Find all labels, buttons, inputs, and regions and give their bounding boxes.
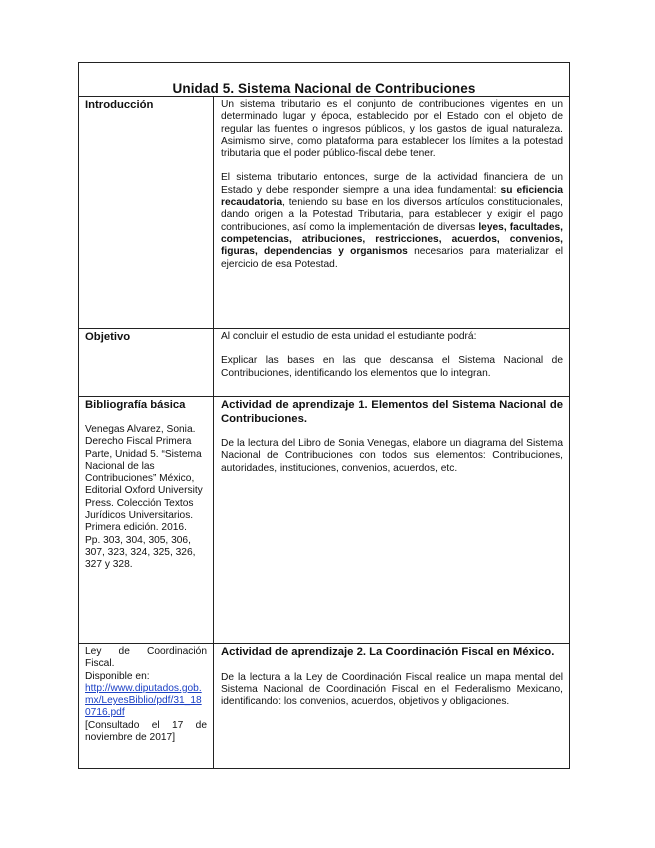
activity-2-text: De la lectura a la Ley de Coordinación Fiscal realice un mapa mental del Sistema Nacional de Coordinación Fiscal en el Federalismo Mexicano, identificando: los convenios, acuerdos, objetivos y obligaciones. [221,671,563,708]
activity-2-title: Actividad de aprendizaje 2. La Coordinación Fiscal en México. [221,646,555,658]
consulted-date: [Consultado el 17 de noviembre de 2017] [85,719,207,744]
bibliography-label: Bibliografía básica [85,399,186,411]
bibliography-row [79,397,569,644]
objective-label: Objetivo [85,331,131,343]
intro-paragraph-2: El sistema tributario entonces, surge de la actividad financiera de un Estado y debe responder siempre a una idea fundamental: su eficiencia recaudatoria, teniendo su base en los diversos artículos constitucionales, dando origen a la Potestad Tributaria, para establecer y exigir el pago contribuciones, así como la implementación de diversas leyes, facultades, competencias, atribuciones, restricciones, acuerdos, convenios, figuras, dependencias y organismos necesarios para materializar el ejercicio de esa Potestad. [221,172,563,270]
objective-text-2: Explicar las bases en las que descansa el Sistema Nacional de Contribuciones, identificando los elementos que lo integran. [221,355,563,379]
available-at: Disponible en: [85,670,150,682]
law-reference: Ley de Coordinación Fiscal. [85,646,207,670]
bibliography-reference-1: Venegas Alvarez, Sonia. Derecho Fiscal Primera Parte, Unidad 5. “Sistema Nacional de las Contribuciones” México, Editorial Oxford University Press. Colección Textos Jurídicos Universitarios. Primera edición. 2016. Pp. 303, 304, 305, 306, 307, 323, 324, 325, 326, 327 y 328. [85,424,203,571]
law-link-wrapper [85,683,207,720]
title-row [79,63,569,97]
activity-1-text: De la lectura del Libro de Sonia Venegas, elabore un diagrama del Sistema Nacional de Contribuciones con todos sus elementos: Contribuciones, autoridades, instituciones, convenios, acuerdos, etc. [221,438,563,474]
law-link[interactable]: http://www.diputados.gob.mx/LeyesBiblio/pdf/31_180716.pdf [85,682,202,719]
intro-paragraph-1: Un sistema tributario es el conjunto de contribuciones vigentes en un determinado lugar y época, establecido por el Estado con el objeto de regular las fuentes o ingresos públicos, y los gastos de igual naturaleza. Asimismo sirve, como plataforma para establecer los límites a la potestad tributaria que el poder público-fiscal debe tener. [221,99,563,160]
unit-title: Unidad 5. Sistema Nacional de Contribuciones [172,81,476,96]
activity-1-title: Actividad de aprendizaje 1. Elementos del Sistema Nacional de Contribuciones. [221,399,563,425]
objective-text-1: Al concluir el estudio de esta unidad el estudiante podrá: [221,331,477,342]
intro-row [79,97,569,329]
objective-row [79,329,569,397]
intro-label: Introducción [85,99,154,111]
document-table [78,62,570,769]
law-row [79,644,569,770]
